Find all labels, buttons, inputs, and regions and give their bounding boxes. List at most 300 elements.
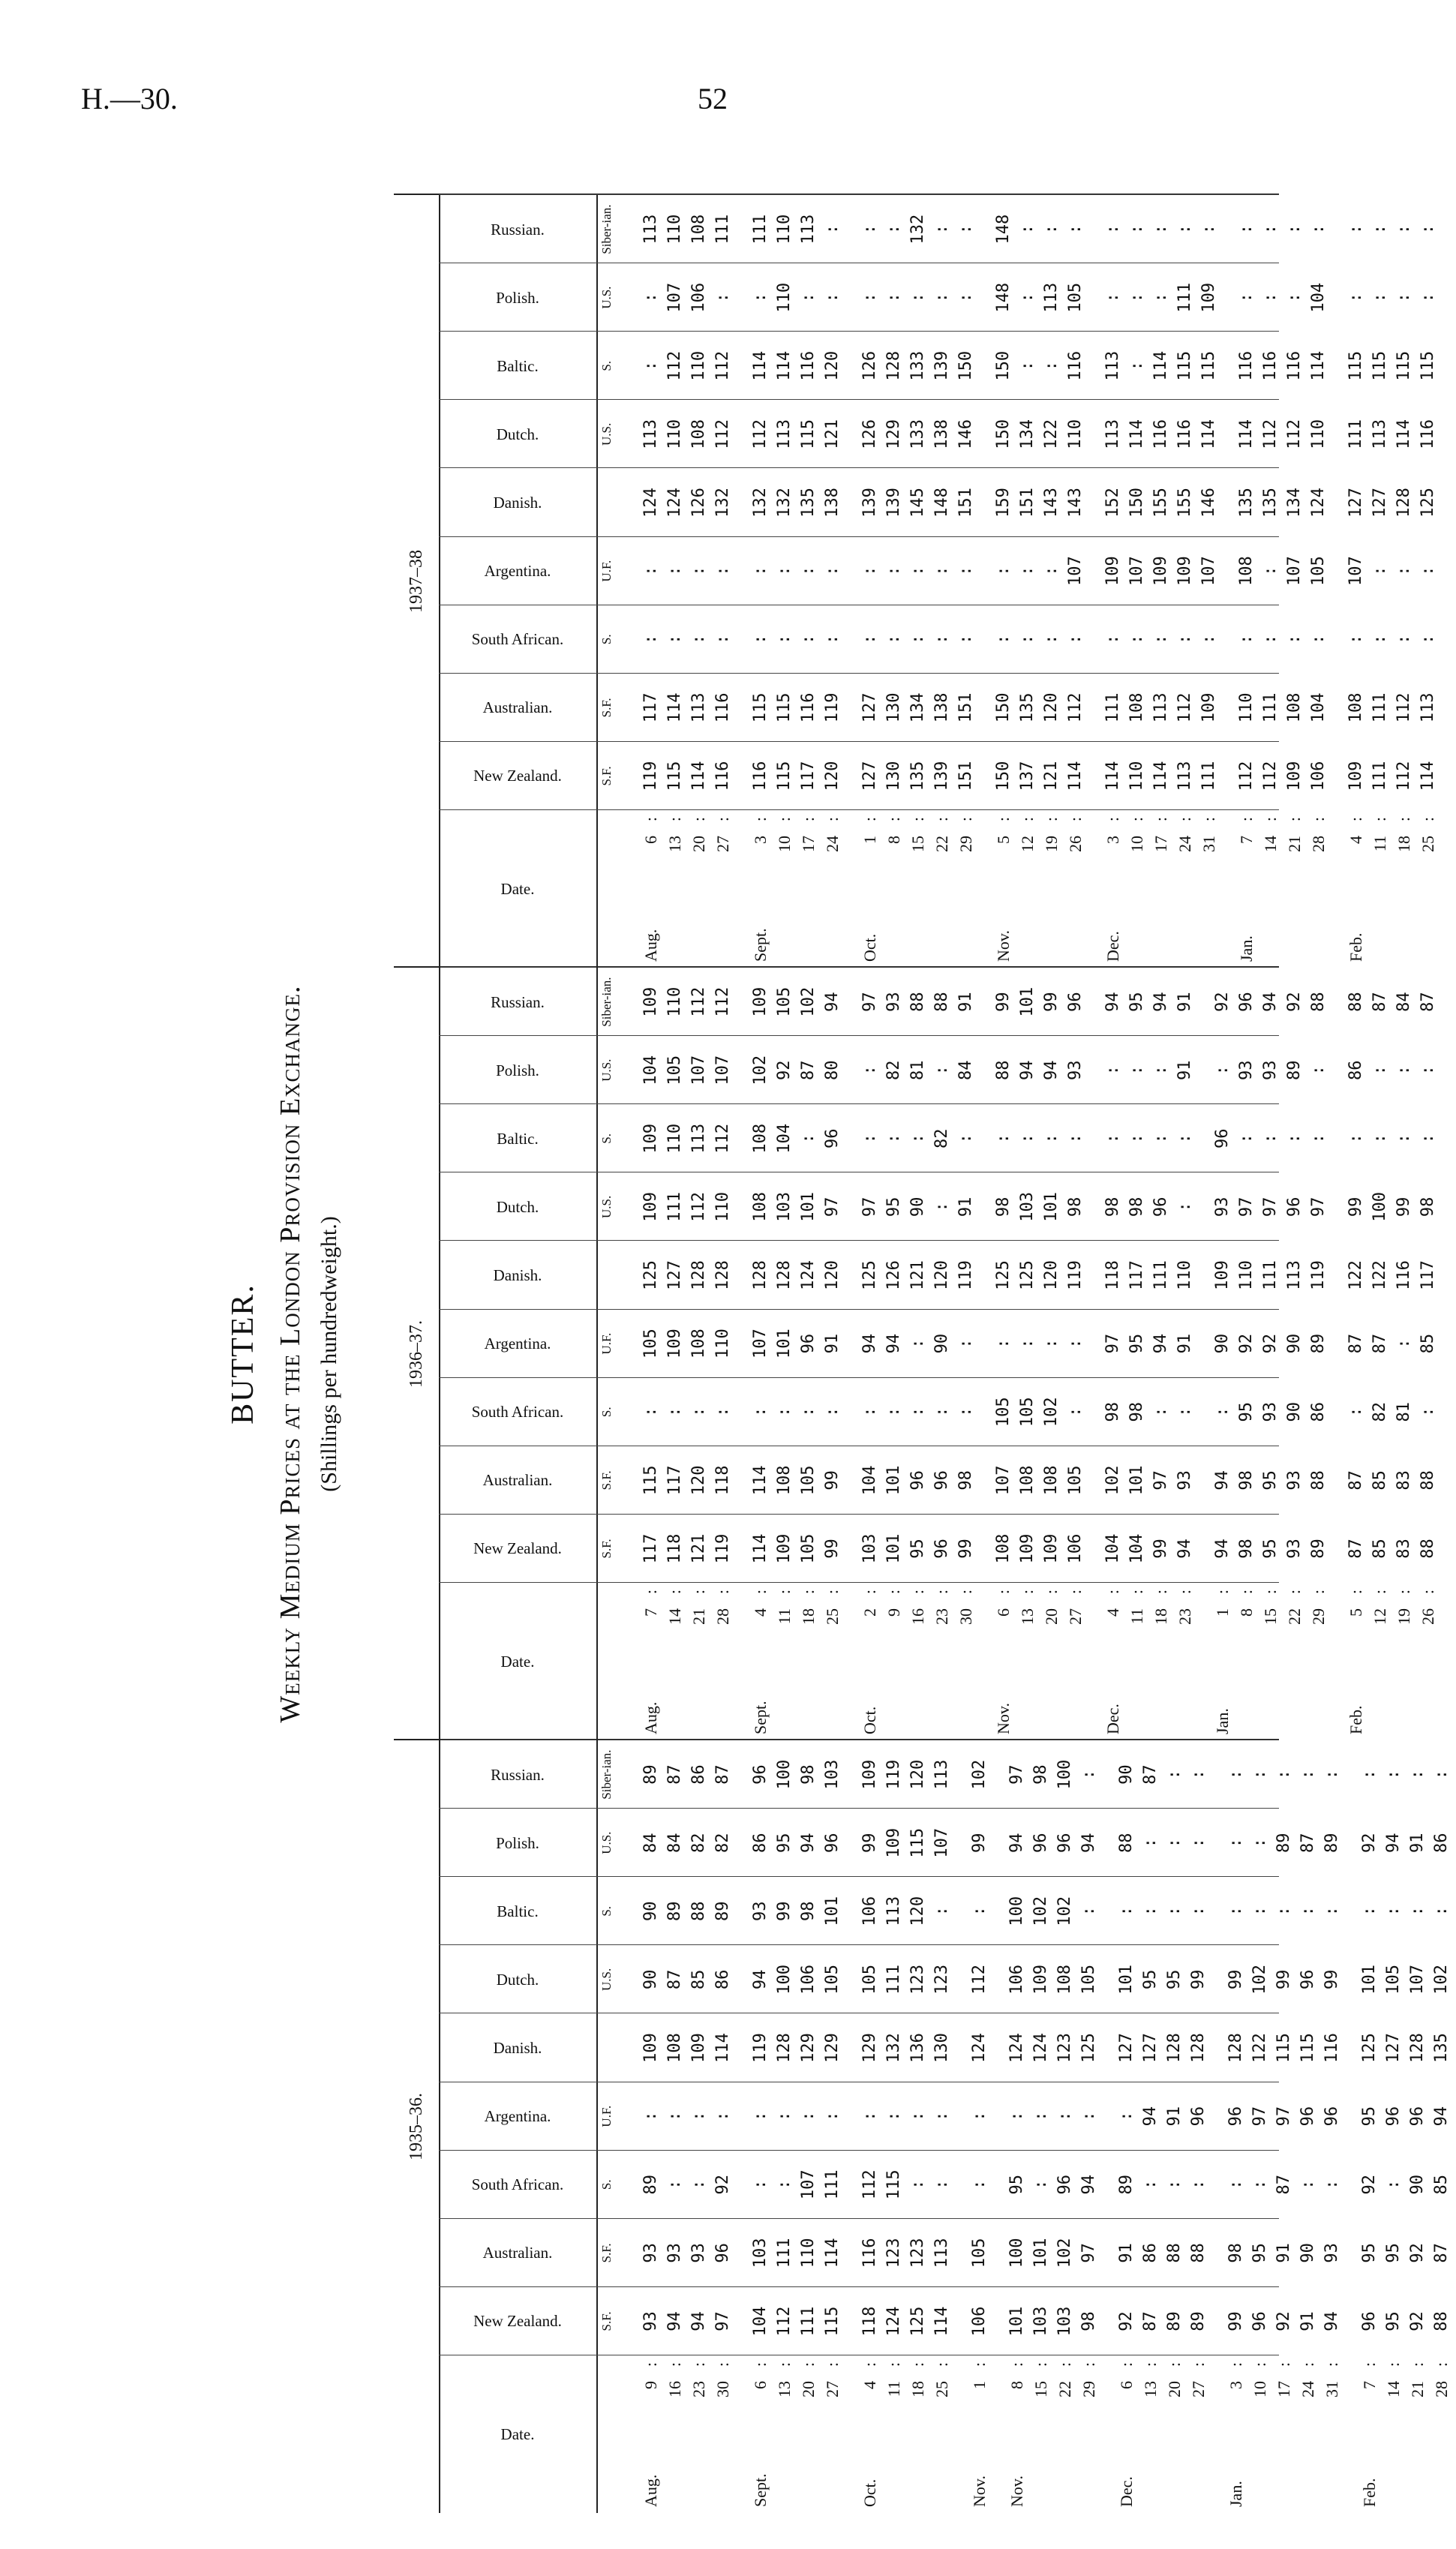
leader-dots: : xyxy=(799,2361,818,2367)
day-number: 10 xyxy=(1127,836,1146,852)
price-cell: 93 xyxy=(1322,2243,1341,2263)
grade-unit: U.S. xyxy=(599,286,614,309)
date-cell xyxy=(1250,2361,1274,2507)
price-cell: 109 xyxy=(1042,1533,1061,1564)
leader-dots: : xyxy=(1370,1589,1389,1595)
leader-dots: : xyxy=(665,816,684,822)
price-cell: 90 xyxy=(908,1196,927,1217)
price-cell: 105 xyxy=(994,1397,1013,1428)
day-number: 30 xyxy=(713,2381,732,2397)
price-cell: : xyxy=(1394,293,1413,303)
price-cell: : xyxy=(1141,1838,1160,1848)
day-number: 10 xyxy=(1250,2381,1269,2397)
price-cell: 96 xyxy=(1055,2174,1074,2195)
price-cell: 88 xyxy=(1432,2311,1451,2331)
price-cell: : xyxy=(1127,1133,1146,1144)
price-cell: 123 xyxy=(932,1965,951,1995)
price-cell: 89 xyxy=(1274,1833,1293,1853)
price-cell: : xyxy=(956,634,975,644)
price-cell: : xyxy=(1418,1065,1437,1076)
grade-unit: U.S. xyxy=(599,422,614,446)
price-cell: 114 xyxy=(932,2306,951,2337)
date-cell xyxy=(1055,2361,1079,2507)
price-cell: : xyxy=(1127,224,1146,235)
price-cell: : xyxy=(1418,1407,1437,1417)
price-cell: : xyxy=(1322,2179,1341,2190)
leader-dots: : xyxy=(799,1589,818,1595)
value-column xyxy=(596,2082,1451,2151)
price-cell: : xyxy=(1237,224,1256,235)
leader-dots: : xyxy=(1226,2361,1245,2367)
price-cell: 110 xyxy=(713,1192,732,1222)
price-cell: 102 xyxy=(799,986,818,1017)
month-label: Feb. xyxy=(1346,932,1365,962)
price-cell: : xyxy=(1298,1906,1317,1917)
date-cell xyxy=(1117,2361,1141,2507)
price-cell: 116 xyxy=(799,350,818,381)
price-cell: 103 xyxy=(751,2238,770,2268)
grade-unit: S. xyxy=(599,2179,614,2190)
price-cell: 114 xyxy=(1418,761,1437,791)
column-header xyxy=(439,1309,598,1378)
price-cell: 96 xyxy=(1055,1833,1074,1853)
value-column xyxy=(596,1103,1437,1172)
price-cell: 150 xyxy=(994,761,1013,791)
price-cell: 89 xyxy=(1189,2311,1208,2331)
price-cell: 114 xyxy=(1066,761,1085,791)
column-header-label: Australian. xyxy=(482,698,553,717)
price-cell: 107 xyxy=(1285,556,1304,586)
price-cell: : xyxy=(1394,1133,1413,1144)
price-cell: 98 xyxy=(1031,1764,1050,1785)
date-cell xyxy=(1285,1589,1309,1734)
price-cell: : xyxy=(1031,2111,1050,2121)
month-label: Dec. xyxy=(1103,1704,1122,1734)
price-cell: 119 xyxy=(1066,1260,1085,1290)
day-number: 20 xyxy=(689,836,708,852)
price-cell: : xyxy=(1018,566,1037,576)
date-cell xyxy=(956,1589,980,1734)
price-cell: : xyxy=(1237,293,1256,303)
price-cell: 98 xyxy=(1103,1196,1122,1217)
price-cell: 115 xyxy=(823,2306,842,2337)
leader-dots: : xyxy=(884,2361,903,2367)
column-header xyxy=(439,2082,598,2151)
price-cell: 113 xyxy=(689,692,708,723)
price-cell: 97 xyxy=(1237,1196,1256,1217)
grade-unit: U.S. xyxy=(599,1968,614,1992)
price-cell: : xyxy=(1151,1407,1170,1417)
day-number: 5 xyxy=(1346,1608,1365,1617)
price-cell: 97 xyxy=(1250,2106,1269,2127)
price-cell: 99 xyxy=(823,1539,842,1559)
price-cell: 101 xyxy=(884,1533,903,1564)
price-cell: 148 xyxy=(994,282,1013,313)
price-cell: : xyxy=(1261,293,1280,303)
price-cell: 91 xyxy=(1175,992,1194,1012)
price-cell: 105 xyxy=(665,1055,684,1085)
price-cell: : xyxy=(1042,566,1061,576)
price-cell: 128 xyxy=(689,1260,708,1290)
price-cell: 93 xyxy=(1261,1060,1280,1080)
day-number: 9 xyxy=(884,1608,903,1617)
price-cell: 132 xyxy=(908,214,927,245)
day-number: 10 xyxy=(775,836,794,852)
day-number: 14 xyxy=(1261,836,1280,852)
price-cell: : xyxy=(775,566,794,576)
price-cell: : xyxy=(751,566,770,576)
day-number: 6 xyxy=(1117,2381,1136,2389)
price-cell: 127 xyxy=(1117,2033,1136,2063)
price-cell: : xyxy=(1250,1769,1269,1780)
price-cell: 99 xyxy=(1151,1539,1170,1559)
price-cell: 104 xyxy=(751,2306,770,2337)
price-cell: 134 xyxy=(908,692,927,723)
day-number: 26 xyxy=(1418,1608,1437,1625)
date-cell xyxy=(713,1589,737,1734)
leader-dots: : xyxy=(1213,1589,1232,1595)
price-cell: 108 xyxy=(751,1192,770,1222)
column-header-label: Danish. xyxy=(493,1266,542,1285)
price-cell: 95 xyxy=(1127,1333,1146,1354)
column-header-label: South African. xyxy=(471,2175,564,2194)
price-cell: 100 xyxy=(775,1759,794,1790)
leader-dots: : xyxy=(1079,2361,1098,2367)
price-cell: : xyxy=(884,634,903,644)
price-cell: 95 xyxy=(1261,1470,1280,1491)
grade-unit: S. xyxy=(599,634,614,645)
price-cell: : xyxy=(1370,566,1389,576)
value-column xyxy=(596,2218,1451,2287)
price-cell: 93 xyxy=(1285,1539,1304,1559)
price-cell: 92 xyxy=(1237,1333,1256,1354)
leader-dots: : xyxy=(1066,816,1085,822)
price-cell: 116 xyxy=(1285,350,1304,381)
price-cell: 121 xyxy=(823,419,842,449)
price-cell: 93 xyxy=(1175,1470,1194,1491)
date-cell xyxy=(1408,2361,1432,2507)
price-cell: 82 xyxy=(689,1833,708,1853)
leader-dots: : xyxy=(799,816,818,822)
price-cell: 115 xyxy=(1274,2033,1293,2063)
column-header-label: Australian. xyxy=(482,1471,553,1490)
price-cell: 116 xyxy=(713,761,732,791)
price-cell: 95 xyxy=(1384,2311,1403,2331)
leader-dots: : xyxy=(860,816,879,822)
price-cell: 107 xyxy=(1066,556,1085,586)
leader-dots: : xyxy=(908,1589,927,1595)
price-cell: : xyxy=(956,1338,975,1349)
column-header-label: Russian. xyxy=(491,220,545,239)
price-cell: 93 xyxy=(1237,1060,1256,1080)
price-cell: 99 xyxy=(1274,1969,1293,1990)
price-cell: : xyxy=(1175,1133,1194,1144)
day-number: 25 xyxy=(932,2381,951,2397)
grade-unit: U.S. xyxy=(599,1058,614,1082)
price-cell: : xyxy=(956,224,975,235)
price-cell: : xyxy=(1066,1133,1085,1144)
price-cell: 98 xyxy=(1226,2243,1245,2263)
price-cell: 126 xyxy=(860,350,879,381)
date-cell xyxy=(1103,816,1127,962)
leader-dots: : xyxy=(994,1589,1013,1595)
price-cell: 109 xyxy=(860,1759,879,1790)
price-cell: : xyxy=(1394,634,1413,644)
price-cell: : xyxy=(956,566,975,576)
price-cell: : xyxy=(713,1407,732,1417)
date-cell xyxy=(1261,1589,1285,1734)
price-cell: 109 xyxy=(641,1123,660,1154)
price-cell: 87 xyxy=(1346,1333,1365,1354)
price-cell: 139 xyxy=(860,488,879,518)
price-cell: 116 xyxy=(713,692,732,723)
price-cell: 94 xyxy=(1213,1539,1232,1559)
price-cell: 101 xyxy=(799,1192,818,1222)
price-cell: : xyxy=(1189,1769,1208,1780)
price-cell: 135 xyxy=(1018,692,1037,723)
price-cell: : xyxy=(665,1407,684,1417)
day-number: 29 xyxy=(1309,1608,1328,1625)
price-cell: 110 xyxy=(799,2238,818,2268)
price-cell: 108 xyxy=(994,1533,1013,1564)
price-cell: 96 xyxy=(1031,1833,1050,1853)
price-cell: 115 xyxy=(1298,2033,1317,2063)
price-cell: 87 xyxy=(1141,1764,1160,1785)
price-cell: 114 xyxy=(665,692,684,723)
price-cell: 104 xyxy=(775,1123,794,1154)
price-cell: 109 xyxy=(1018,1533,1037,1564)
price-cell: 101 xyxy=(1360,1965,1379,1995)
price-cell: : xyxy=(1285,1133,1304,1144)
day-number: 28 xyxy=(713,1608,732,1625)
price-cell: 94 xyxy=(884,1333,903,1354)
grade-unit: Siber-ian. xyxy=(599,977,614,1027)
date-cell xyxy=(932,2361,956,2507)
price-cell: 108 xyxy=(665,2033,684,2063)
price-cell: 125 xyxy=(1018,1260,1037,1290)
price-cell: : xyxy=(970,1906,989,1917)
price-cell: 85 xyxy=(689,1969,708,1990)
grade-unit: U.S. xyxy=(599,1195,614,1219)
day-number: 21 xyxy=(1285,836,1304,852)
price-cell: 115 xyxy=(1370,350,1389,381)
price-cell: 108 xyxy=(1018,1465,1037,1496)
column-header xyxy=(439,1103,598,1172)
day-number: 1 xyxy=(970,2381,989,2389)
price-cell: 106 xyxy=(1309,761,1328,791)
price-cell: 121 xyxy=(908,1260,927,1290)
price-cell: 114 xyxy=(823,2238,842,2268)
price-cell: 94 xyxy=(1151,1333,1170,1354)
price-cell: 148 xyxy=(994,214,1013,245)
date-cell xyxy=(665,816,689,962)
price-cell: : xyxy=(1189,1838,1208,1848)
price-cell: 122 xyxy=(1370,1260,1389,1290)
price-cell: 87 xyxy=(1141,2311,1160,2331)
month-label: Oct. xyxy=(860,933,879,962)
price-cell: : xyxy=(932,2111,951,2121)
price-cell: : xyxy=(908,1407,927,1417)
leader-dots: : xyxy=(1127,1589,1146,1595)
price-cell: 111 xyxy=(884,1965,903,1995)
price-cell: : xyxy=(1042,1133,1061,1144)
price-cell: 132 xyxy=(713,488,732,518)
leader-dots: : xyxy=(956,816,975,822)
month-label: Sept. xyxy=(751,1701,770,1734)
price-cell: : xyxy=(823,2111,842,2121)
column-header-label: Date. xyxy=(500,2425,535,2443)
price-cell: 98 xyxy=(1237,1470,1256,1491)
price-cell: 90 xyxy=(1298,2243,1317,2263)
price-cell: 127 xyxy=(665,1260,684,1290)
price-cell: 98 xyxy=(1127,1196,1146,1217)
price-cell: 107 xyxy=(1199,556,1218,586)
day-number: 11 xyxy=(1127,1608,1146,1625)
day-number: 4 xyxy=(1346,836,1365,844)
price-cell: 124 xyxy=(1007,2033,1026,2063)
price-cell: 93 xyxy=(689,2243,708,2263)
price-cell: 109 xyxy=(1199,692,1218,723)
date-cell xyxy=(860,1589,884,1734)
price-cell: : xyxy=(823,634,842,644)
leader-dots: : xyxy=(1066,1589,1085,1595)
price-cell: 139 xyxy=(932,761,951,791)
price-cell: : xyxy=(1018,1338,1037,1349)
price-cell: 92 xyxy=(1274,2311,1293,2331)
price-cell: 134 xyxy=(1285,488,1304,518)
date-column xyxy=(596,1582,1437,1740)
price-cell: 96 xyxy=(1360,2311,1379,2331)
date-cell xyxy=(641,1589,665,1734)
column-header-label: Date. xyxy=(500,1653,535,1671)
price-cell: 109 xyxy=(665,1329,684,1359)
day-number: 1 xyxy=(860,836,879,844)
price-cell: 99 xyxy=(956,1539,975,1559)
price-cell: 111 xyxy=(799,2306,818,2337)
date-cell xyxy=(665,2361,689,2507)
leader-dots: : xyxy=(641,2361,660,2367)
price-cell: 116 xyxy=(799,692,818,723)
price-cell: : xyxy=(1199,634,1218,644)
price-cell: 93 xyxy=(1285,1470,1304,1491)
price-cell: : xyxy=(1165,1769,1184,1780)
price-cell: : xyxy=(689,634,708,644)
price-cell: : xyxy=(799,1407,818,1417)
price-cell: 107 xyxy=(713,1055,732,1085)
price-cell: 134 xyxy=(1018,419,1037,449)
price-cell: : xyxy=(1151,1133,1170,1144)
price-cell: 112 xyxy=(860,2169,879,2200)
date-cell xyxy=(994,1589,1018,1734)
price-cell: 94 xyxy=(1079,2174,1098,2195)
column-header xyxy=(439,2218,598,2287)
price-cell: 91 xyxy=(956,1196,975,1217)
price-cell: 98 xyxy=(799,1764,818,1785)
price-cell: 84 xyxy=(1394,992,1413,1012)
date-cell xyxy=(1066,1589,1090,1734)
price-cell: 107 xyxy=(665,282,684,313)
month-label: Sept. xyxy=(751,2473,770,2507)
price-cell: 138 xyxy=(932,692,951,723)
value-column xyxy=(596,1377,1437,1446)
value-column xyxy=(596,741,1437,810)
date-cell xyxy=(1432,2361,1456,2507)
day-number: 21 xyxy=(1408,2381,1427,2397)
table-units-note: (Shillings per hundredweight.) xyxy=(317,1216,341,1492)
price-cell: 108 xyxy=(1055,1965,1074,1995)
date-cell xyxy=(1018,816,1042,962)
price-cell: : xyxy=(1151,224,1170,235)
leader-dots: : xyxy=(932,2361,951,2367)
price-cell: : xyxy=(1103,1133,1122,1144)
price-cell: : xyxy=(1370,1133,1389,1144)
price-cell: 111 xyxy=(1346,419,1365,449)
price-cell: 91 xyxy=(1117,2243,1136,2263)
column-header xyxy=(439,1446,598,1515)
date-cell xyxy=(751,1589,775,1734)
price-cell: 95 xyxy=(884,1196,903,1217)
leader-dots: : xyxy=(1408,2361,1427,2367)
value-column xyxy=(596,536,1437,605)
price-cell: : xyxy=(1346,634,1365,644)
price-cell: : xyxy=(932,1906,951,1917)
column-header xyxy=(439,1240,598,1309)
price-cell: : xyxy=(799,634,818,644)
month-label: Oct. xyxy=(860,1706,879,1734)
price-cell: 98 xyxy=(1079,2311,1098,2331)
price-cell: : xyxy=(1055,2111,1074,2121)
day-number: 18 xyxy=(799,1608,818,1625)
price-cell: 90 xyxy=(1285,1401,1304,1422)
price-cell: 151 xyxy=(1018,488,1037,518)
date-column xyxy=(596,2355,1451,2513)
price-cell: 122 xyxy=(1250,2033,1269,2063)
leader-dots: : xyxy=(1384,2361,1403,2367)
value-column xyxy=(596,263,1437,332)
price-cell: : xyxy=(932,1065,951,1076)
price-cell: : xyxy=(1285,293,1304,303)
price-cell: 124 xyxy=(665,488,684,518)
leader-dots: : xyxy=(1237,1589,1256,1595)
day-number: 13 xyxy=(775,2381,794,2397)
price-cell: 88 xyxy=(908,992,927,1012)
price-cell: 116 xyxy=(1151,419,1170,449)
price-cell: 97 xyxy=(1261,1196,1280,1217)
date-cell xyxy=(1042,1589,1066,1734)
price-cell: : xyxy=(1418,293,1437,303)
price-cell: 98 xyxy=(1066,1196,1085,1217)
month-label: Sept. xyxy=(751,928,770,962)
value-column xyxy=(596,331,1437,400)
column-header-label: Danish. xyxy=(493,494,542,512)
column-header xyxy=(439,605,598,674)
price-cell: 101 xyxy=(823,1896,842,1926)
grade-unit: S.F. xyxy=(599,698,614,718)
price-cell: 124 xyxy=(970,2033,989,2063)
leader-dots: : xyxy=(994,816,1013,822)
leader-dots: : xyxy=(689,1589,708,1595)
leader-dots: : xyxy=(775,1589,794,1595)
leader-dots: : xyxy=(823,1589,842,1595)
price-cell: 129 xyxy=(860,2033,879,2063)
price-cell: : xyxy=(1250,1838,1269,1848)
date-cell xyxy=(1042,816,1066,962)
leader-dots: : xyxy=(908,816,927,822)
day-number: 20 xyxy=(799,2381,818,2397)
value-column xyxy=(596,1876,1451,1945)
price-cell: 94 xyxy=(1042,1060,1061,1080)
price-cell: 148 xyxy=(932,488,951,518)
